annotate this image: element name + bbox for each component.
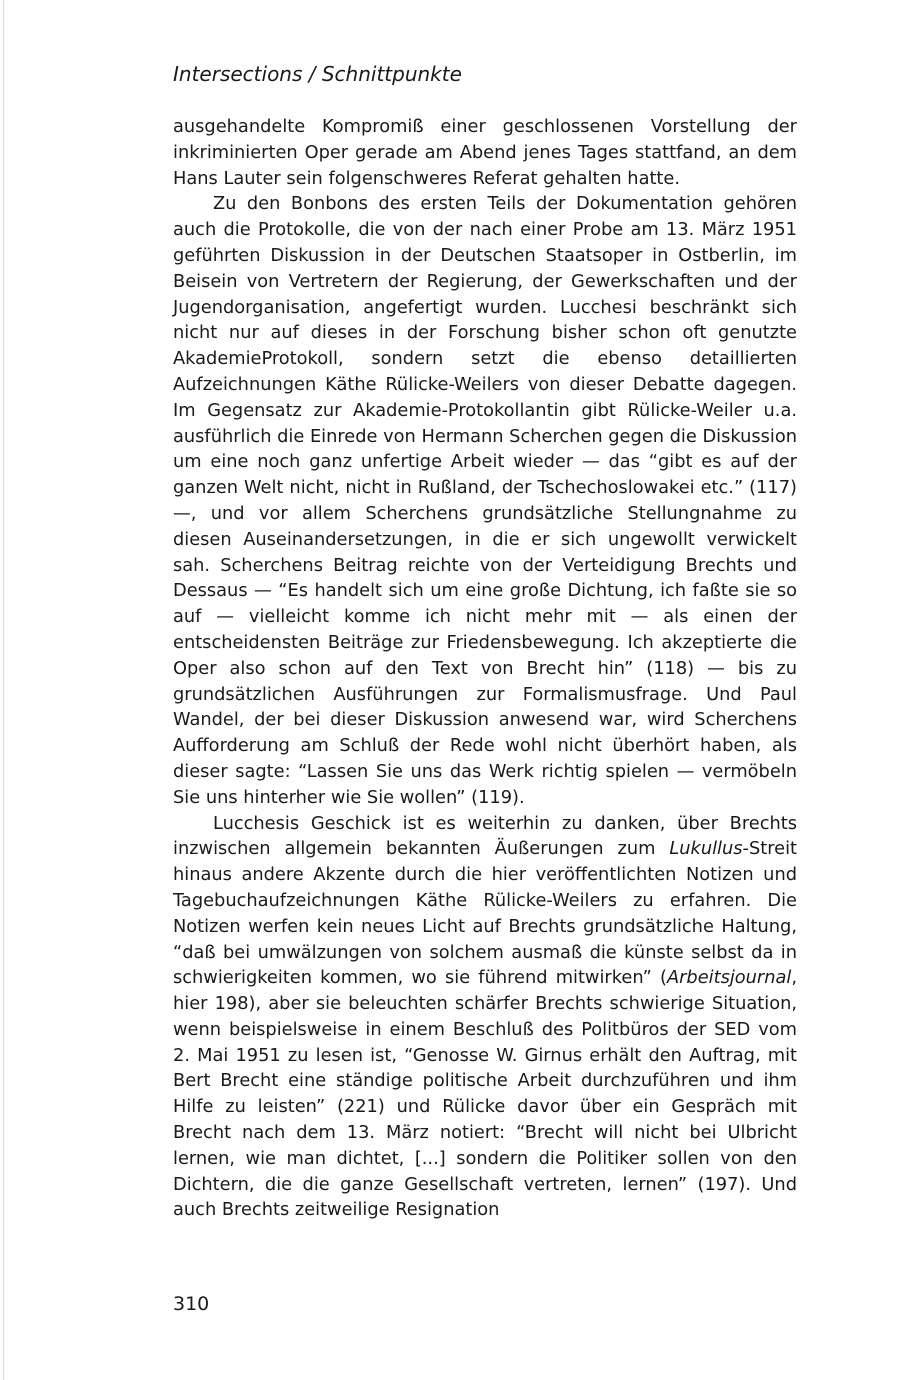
paragraph-3 bbox=[173, 811, 797, 1224]
paragraph-2: Zu den Bonbons des ersten Teils der Dokumentation gehören auch die Protokolle, die von der nach einer Probe am 13. März 1951 geführten Diskussion in der Deutschen Staatsoper in Ostberlin, im Beisein von Vertretern der Regierung, der Gewerkschaften und der Jugendorganisation, angefertigt wurden. Lucchesi beschränkt sich nicht nur auf dieses in der Forschung bisher schon oft genutzte AkademieProtokoll, sondern setzt die ebenso detaillierten Aufzeichnungen Käthe Rülicke-Weilers von dieser Debatte dagegen. Im Gegensatz zur Akademie-Protokollantin gibt Rülicke-Weiler u.a. ausführlich die Einrede von Hermann Scherchen gegen die Diskussion um eine noch ganz unfertige Arbeit wieder — das “gibt es auf der ganzen Welt nicht, nicht in Rußland, der Tschechoslowakei etc.” (117) —, und vor allem Scherchens grundsätzliche Stellungnahme zu diesen Auseinandersetzungen, in die er sich ungewollt verwickelt sah. Scherchens Beitrag reichte von der Verteidigung Brechts und Dessaus — “Es handelt sich um eine große Dichtung, ich faßte sie so auf — vielleicht komme ich nicht mehr mit — als einen der entscheidensten Beiträge zur Friedensbewegung. Ich akzeptierte die Oper also schon auf den Text von Brecht hin” (118) — bis zu grundsätzlichen Ausführungen zur Formalismusfrage. Und Paul Wandel, der bei dieser Diskussion anwesend war, wird Scherchens Aufforderung am Schluß der Rede wohl nicht überhört haben, als dieser sagte: “Lassen Sie uns das Werk richtig spielen — vermöbeln Sie uns hinterher wie Sie wollen” (119). bbox=[173, 193, 797, 808]
running-head: Intersections / Schnittpunkte bbox=[173, 62, 462, 86]
paragraph-3-text-2: -Streit hinaus andere Akzente durch die hier veröffentlichten Notizen und Tagebuchaufzeichnungen Käthe Rülicke-Weilers zu erfahren. Die Notizen werfen kein neues Licht auf Brechts grundsätzliche Haltung, “daß bei umwälzungen von solchem ausmaß die künste selbst da in schwierigkeiten kommen, wo sie führend mitwirken” ( bbox=[173, 838, 797, 989]
paragraph-1: ausgehandelte Kompromiß einer geschlossenen Vorstellung der inkriminierten Oper gerade am Abend jenes Tages stattfand, an dem Hans Lauter sein folgenschweres Referat gehalten hatte. bbox=[173, 116, 797, 189]
lukullus-title: Lukullus bbox=[669, 838, 743, 860]
body-text bbox=[173, 114, 797, 1223]
page-number: 310 bbox=[173, 1293, 210, 1315]
page-edge-line bbox=[3, 0, 4, 1380]
arbeitsjournal-title: Arbeitsjournal bbox=[666, 967, 792, 989]
paragraph-3-text-1: Lucchesis Geschick ist es weiterhin zu danken, über Brechts inzwischen allgemein bekannten Äußerungen zum bbox=[173, 812, 797, 860]
paragraph-3-text-3: , hier 198), aber sie beleuchten schärfer Brechts schwierige Situation, wenn beispielsweise in einem Beschluß des Politbüros der SED vom 2. Mai 1951 zu lesen ist, “Genosse W. Girnus erhält den Auftrag, mit Bert Brecht eine ständige politische Arbeit durchzuführen und ihm Hilfe zu leisten” (221) und Rülicke davor über ein Gespräch mit Brecht nach dem 13. März notiert: “Brecht will nicht bei Ulbricht lernen, wie man dichtet, [...] sondern die Politiker sollen von den Dichtern, die die ganze Gesellschaft vertreten, lernen” (197). Und auch Brechts zeitweilige Resignation bbox=[173, 967, 797, 1221]
